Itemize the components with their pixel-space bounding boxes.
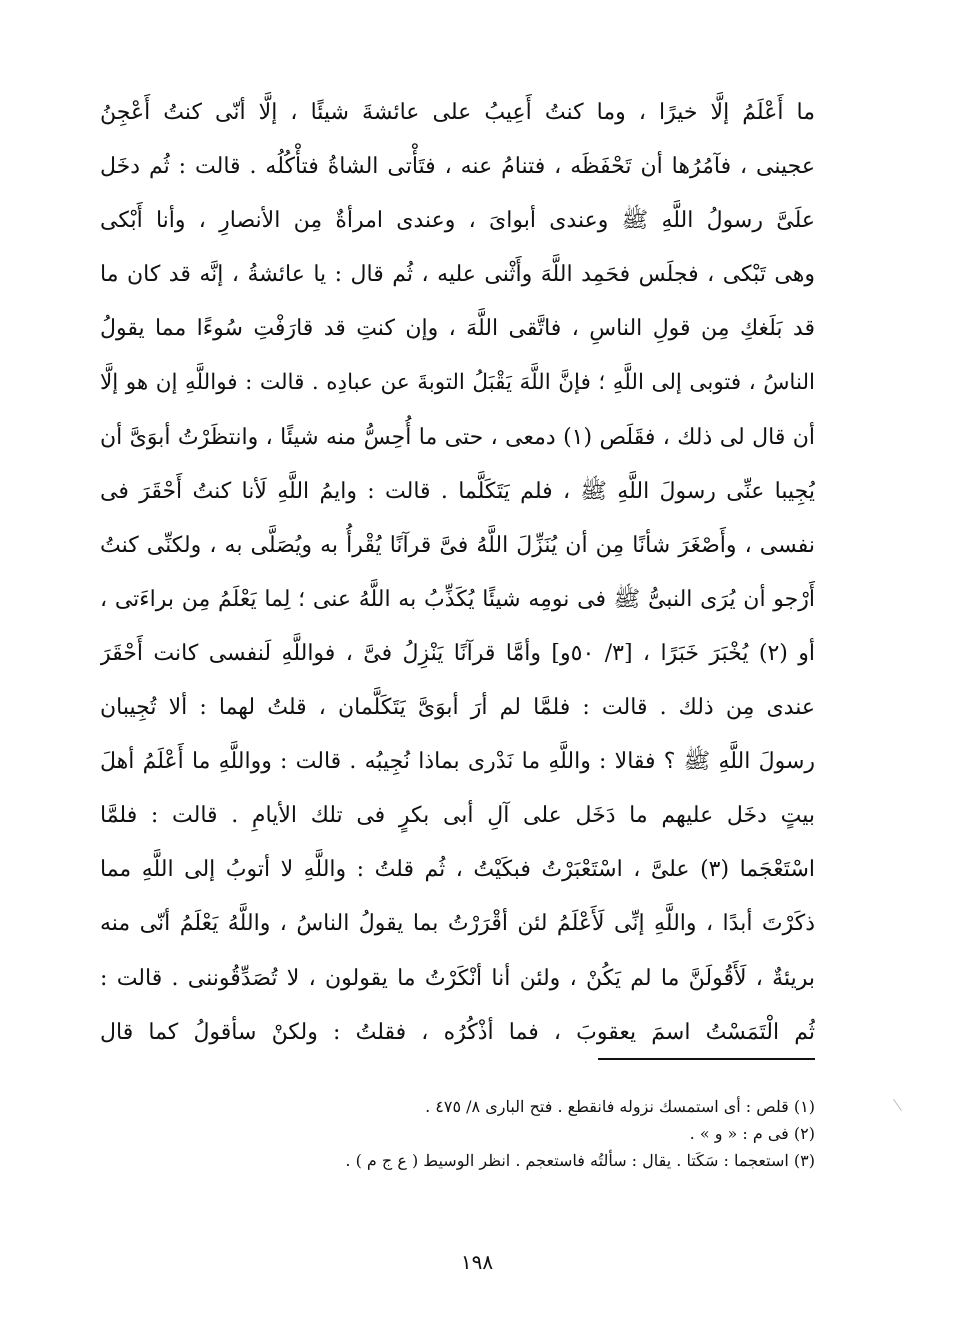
- text-line-9: نفسى ، وأَصْغَرَ شأنًا مِن أن يُنَزِّلَ اللَّهُ فىَّ قرآنًا يُقْرأُ به ويُصَلَّى به ، ولكنِّى كنتُ: [100, 532, 815, 558]
- text-line-10: أَرْجو أن يُرَى النبىُّ ﷺ فى نومِه شيئًا يُكَذِّبُ به اللَّهُ عنى ؛ لِما يَعْلَمُ مِن براءَتى ،: [100, 586, 815, 612]
- text-line-14: بيتٍ دخَل عليهم ما دَخَل على آلِ أبى بكرٍ فى تلك الأيامِ . قالت : فلمَّا: [100, 803, 815, 829]
- text-line-18: ثُم الْتَمَسْتُ اسمَ يعقوبَ ، فما أذْكُرُه ، فقلتُ : ولكنْ سأقولُ كما قال: [100, 1019, 815, 1045]
- text-line-8: يُجِيبا عنِّى رسولَ اللَّهِ ﷺ ، فلم يَتَكَلَّما . قالت : وايمُ اللَّهِ لَأنا كنتُ أَحْقَرَ فى: [100, 478, 815, 504]
- text-line-11: أو (٢) يُخْبَرَ خَبَرًا ، [٣/ ٥٠و] وأمَّا قرآنًا يَنْزِلُ فىَّ ، فواللَّهِ لَنفسى كانت أَحْقَرَ: [100, 640, 815, 666]
- main-text-block: [100, 86, 815, 1060]
- text-line-12: عندى مِن ذلك . قالت : فلمَّا لم أرَ أبوَیَّ يَتَكَلَّمان ، قلتُ لهما : ألا تُجِيبان: [100, 695, 815, 721]
- footnote-1: (١) قلص : أى استمسك نزوله فانقطع . فتح البارى ٨/ ٤٧٥ .: [425, 1097, 815, 1116]
- text-line-6: الناسُ ، فتوبى إلى اللَّهِ ؛ فإنَّ اللَّهَ يَقْبَلُ التوبةَ عن عبادِه . قالت : فواللَّهِ إن هو إلَّا: [100, 370, 815, 396]
- text-line-15: اسْتَعْجَما (٣) علىَّ ، اسْتَعْبَرْتُ فبكَيْتُ ، ثُم قلتُ : واللَّهِ لا أتوبُ إلى اللَّهِ مما: [100, 857, 815, 883]
- text-line-1: ما أَعْلَمُ إلَّا خيرًا ، وما كنتُ أَعِيبُ على عائشةَ شيئًا ، إلَّا أنّى كنتُ أَعْجِنُ: [100, 100, 815, 125]
- text-line-5: قد بَلَغكِ مِن قولِ الناسِ ، فاتَّقى اللَّهَ ، وإن كنتِ قد قارَفْتِ سُوءًا مما يقولُ: [100, 316, 815, 342]
- page-number: ١٩٨: [460, 1250, 494, 1274]
- text-line-2: عجينى ، فآمُرُها أن تَحْفَظَه ، فتنامُ عنه ، فتَأْتى الشاةُ فتأْكُلُه . قالت : ثُم دخَل: [100, 154, 815, 180]
- footnotes-block: [100, 1093, 815, 1174]
- text-line-4: وهى تَبْكى ، فجلَس فحَمِد اللَّهَ وأَثْنى عليه ، ثُم قال : يا عائشةُ ، إنَّه قد كان ما: [100, 262, 815, 288]
- text-line-17: بريئةٌ ، لَأَقُولَنَّ ما لم يَكُنْ ، ولئن أنا أنْكَرْتُ ما يقولون ، لا تُصَدِّقُوننى . قالت :: [100, 965, 815, 991]
- text-line-3: علَىَّ رسولُ اللَّهِ ﷺ وعندى أبوایَ ، وعندى امرأةٌ مِن الأنصارِ ، وأنا أَبْكى: [100, 208, 815, 234]
- scan-speck: [893, 1099, 902, 1111]
- text-line-16: ذكَرْتَ أبدًا ، واللَّهِ إنِّى لَأَعْلَمُ لئن أقْرَرْتُ بما يقولُ الناسُ ، واللَّهُ يَعْلَمُ أنّى منه: [100, 911, 815, 937]
- footnote-separator: [598, 1058, 815, 1060]
- text-line-7: أن قال لى ذلك ، فقَلَص (١) دمعى ، حتى ما أُحِسُّ منه شيئًا ، وانتظَرْتُ أبوَیَّ أن: [100, 424, 815, 450]
- text-line-13: رسولَ اللَّهِ ﷺ ؟ فقالا : واللَّهِ ما نَدْرى بماذا نُجِيبُه . قالت : وواللَّهِ ما أَعْلَمُ أهلَ: [100, 749, 815, 775]
- footnote-3: (٣) استعجما : سَكَتا . يقال : سألتُه فاستعجم . انظر الوسيط ( ع ج م ) .: [345, 1151, 815, 1170]
- footnote-2: (٢) فى م : « و » .: [689, 1124, 815, 1143]
